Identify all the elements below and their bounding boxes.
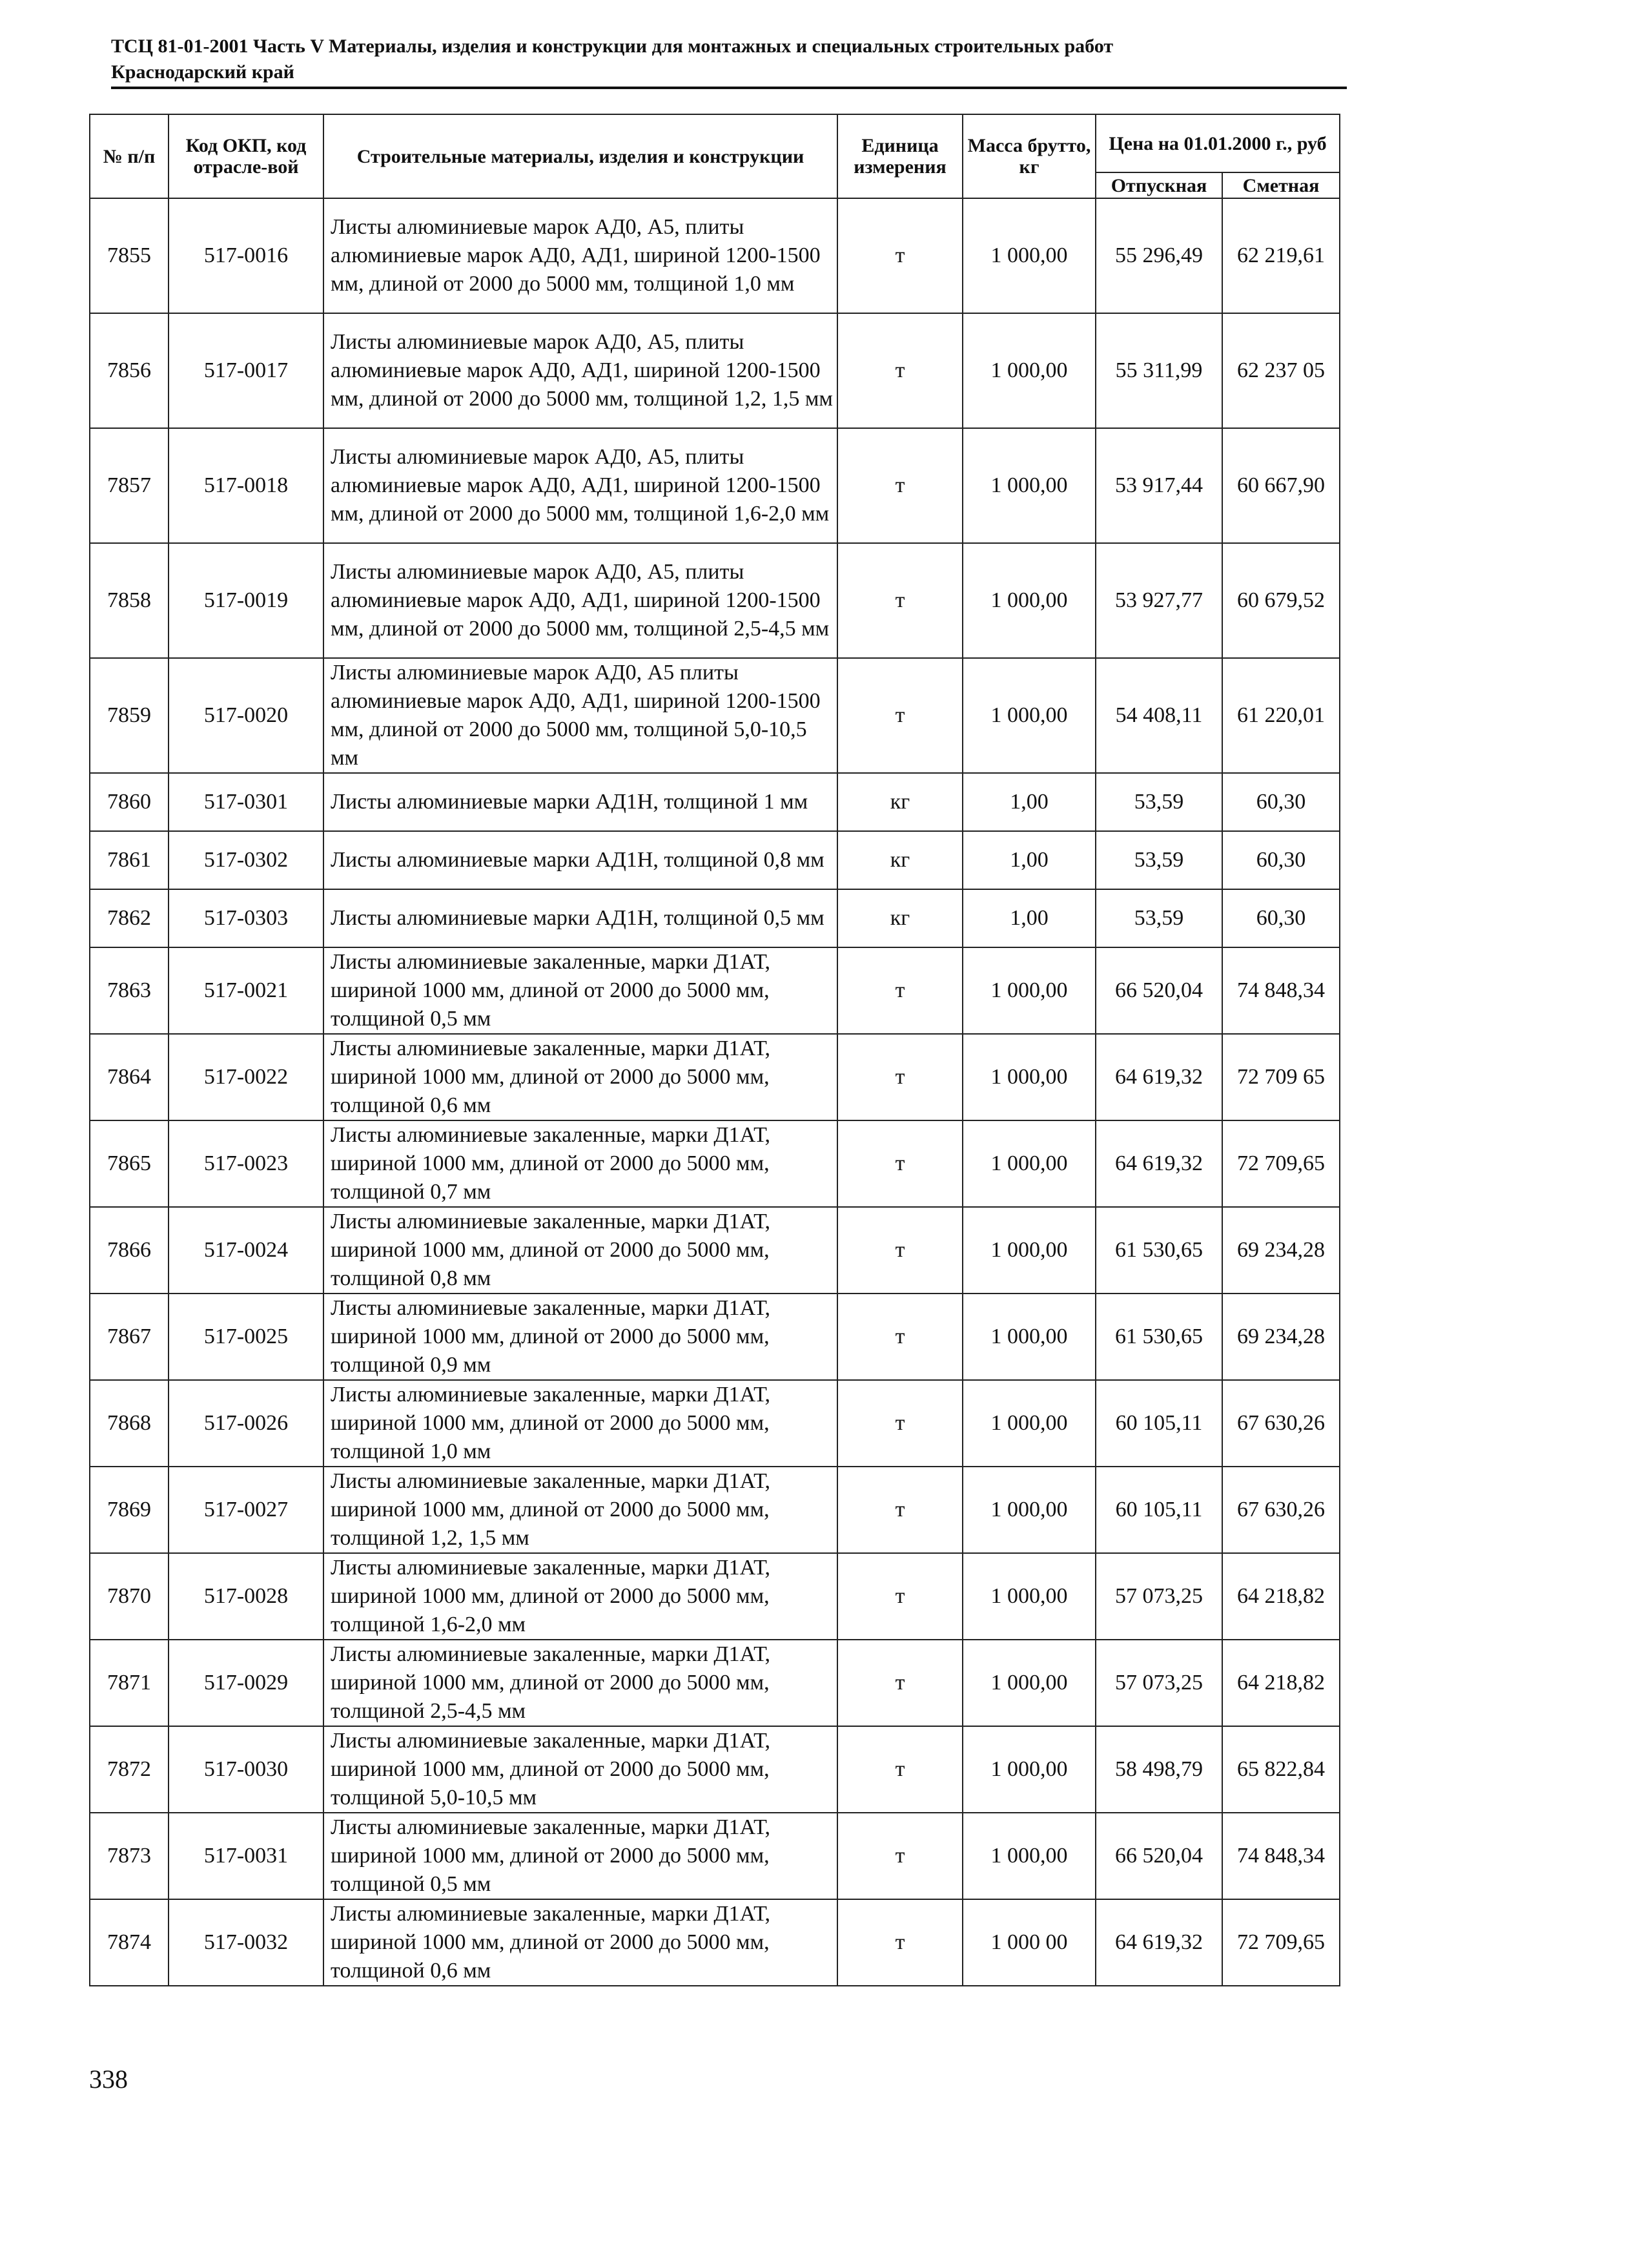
estimate-price: 60,30	[1222, 773, 1340, 831]
table-row	[90, 313, 1340, 428]
mass-cell: 1 000,00	[963, 1553, 1096, 1640]
release-price: 61 530,65	[1096, 1207, 1222, 1294]
row-number: 7857	[90, 428, 169, 543]
table-row	[90, 1207, 1340, 1294]
estimate-price: 67 630,26	[1222, 1467, 1340, 1553]
unit-cell: т	[837, 198, 963, 313]
release-price: 55 311,99	[1096, 313, 1222, 428]
row-number: 7859	[90, 658, 169, 773]
material-name: Листы алюминиевые марки АД1Н, толщиной 0,8 мм	[323, 831, 837, 889]
document-region: Краснодарский край	[111, 61, 294, 83]
table-row	[90, 947, 1340, 1034]
row-number: 7861	[90, 831, 169, 889]
row-number: 7862	[90, 889, 169, 947]
estimate-price: 65 822,84	[1222, 1726, 1340, 1813]
material-name: Листы алюминиевые марок АД0, А5, плиты алюминиевые марок АД0, АД1, шириной 1200-1500 мм, длиной от 2000 до 5000 мм, толщиной 1,2, 1,5 мм	[323, 313, 837, 428]
release-price: 61 530,65	[1096, 1294, 1222, 1380]
release-price: 57 073,25	[1096, 1640, 1222, 1726]
okp-code: 517-0025	[169, 1294, 323, 1380]
estimate-price: 61 220,01	[1222, 658, 1340, 773]
mass-cell: 1 000,00	[963, 198, 1096, 313]
material-name: Листы алюминиевые закаленные, марки Д1АТ, шириной 1000 мм, длиной от 2000 до 5000 мм, толщиной 1,2, 1,5 мм	[323, 1467, 837, 1553]
okp-code: 517-0021	[169, 947, 323, 1034]
table-row	[90, 1726, 1340, 1813]
unit-cell: т	[837, 1467, 963, 1553]
release-price: 66 520,04	[1096, 1813, 1222, 1899]
okp-code: 517-0022	[169, 1034, 323, 1120]
estimate-price: 62 219,61	[1222, 198, 1340, 313]
row-number: 7873	[90, 1813, 169, 1899]
table-row	[90, 1120, 1340, 1207]
material-name: Листы алюминиевые закаленные, марки Д1АТ, шириной 1000 мм, длиной от 2000 до 5000 мм, толщиной 1,6-2,0 мм	[323, 1553, 837, 1640]
table-header-row	[90, 114, 1340, 172]
price-table	[89, 114, 1340, 1986]
unit-cell: т	[837, 1380, 963, 1467]
table-row	[90, 889, 1340, 947]
release-price: 60 105,11	[1096, 1380, 1222, 1467]
table-row	[90, 1034, 1340, 1120]
okp-code: 517-0017	[169, 313, 323, 428]
estimate-price: 64 218,82	[1222, 1553, 1340, 1640]
table-row	[90, 198, 1340, 313]
row-number: 7855	[90, 198, 169, 313]
material-name: Листы алюминиевые марок АД0, А5, плиты алюминиевые марок АД0, АД1, шириной 1200-1500 мм, длиной от 2000 до 5000 мм, толщиной 2,5-4,5 мм	[323, 543, 837, 658]
material-name: Листы алюминиевые закаленные, марки Д1АТ, шириной 1000 мм, длиной от 2000 до 5000 мм, толщиной 0,7 мм	[323, 1120, 837, 1207]
col-unit-header: Единица измерения	[837, 114, 963, 198]
unit-cell: т	[837, 543, 963, 658]
unit-cell: т	[837, 658, 963, 773]
col-mass-header: Масса брутто, кг	[963, 114, 1096, 198]
mass-cell: 1,00	[963, 831, 1096, 889]
row-number: 7874	[90, 1899, 169, 1986]
unit-cell: т	[837, 1813, 963, 1899]
material-name: Листы алюминиевые закаленные, марки Д1АТ, шириной 1000 мм, длиной от 2000 до 5000 мм, толщиной 0,5 мм	[323, 1813, 837, 1899]
material-name: Листы алюминиевые закаленные, марки Д1АТ, шириной 1000 мм, длиной от 2000 до 5000 мм, толщиной 5,0-10,5 мм	[323, 1726, 837, 1813]
row-number: 7860	[90, 773, 169, 831]
okp-code: 517-0023	[169, 1120, 323, 1207]
col-okp-header: Код ОКП, код отрасле-вой	[169, 114, 323, 198]
material-name: Листы алюминиевые марок АД0, А5, плиты алюминиевые марок АД0, АД1, шириной 1200-1500 мм, длиной от 2000 до 5000 мм, толщиной 1,6-2,0 мм	[323, 428, 837, 543]
col-price-header: Цена на 01.01.2000 г., руб	[1096, 114, 1340, 172]
release-price: 53,59	[1096, 773, 1222, 831]
unit-cell: т	[837, 1034, 963, 1120]
estimate-price: 60 667,90	[1222, 428, 1340, 543]
mass-cell: 1 000,00	[963, 1813, 1096, 1899]
material-name: Листы алюминиевые закаленные, марки Д1АТ, шириной 1000 мм, длиной от 2000 до 5000 мм, толщиной 0,6 мм	[323, 1899, 837, 1986]
okp-code: 517-0028	[169, 1553, 323, 1640]
unit-cell: т	[837, 1899, 963, 1986]
mass-cell: 1 000 00	[963, 1899, 1096, 1986]
row-number: 7868	[90, 1380, 169, 1467]
mass-cell: 1 000,00	[963, 543, 1096, 658]
mass-cell: 1 000,00	[963, 1034, 1096, 1120]
estimate-price: 60,30	[1222, 889, 1340, 947]
estimate-price: 72 709,65	[1222, 1120, 1340, 1207]
release-price: 53 927,77	[1096, 543, 1222, 658]
material-name: Листы алюминиевые закаленные, марки Д1АТ, шириной 1000 мм, длиной от 2000 до 5000 мм, толщиной 2,5-4,5 мм	[323, 1640, 837, 1726]
table-row	[90, 543, 1340, 658]
unit-cell: т	[837, 428, 963, 543]
release-price: 64 619,32	[1096, 1899, 1222, 1986]
col-estimate-header: Сметная	[1222, 172, 1340, 198]
table-row	[90, 1640, 1340, 1726]
table-row	[90, 1294, 1340, 1380]
release-price: 53,59	[1096, 831, 1222, 889]
estimate-price: 67 630,26	[1222, 1380, 1340, 1467]
row-number: 7865	[90, 1120, 169, 1207]
okp-code: 517-0016	[169, 198, 323, 313]
unit-cell: кг	[837, 889, 963, 947]
release-price: 66 520,04	[1096, 947, 1222, 1034]
estimate-price: 62 237 05	[1222, 313, 1340, 428]
mass-cell: 1,00	[963, 773, 1096, 831]
col-num-header: № п/п	[90, 114, 169, 198]
mass-cell: 1 000,00	[963, 1207, 1096, 1294]
mass-cell: 1 000,00	[963, 1640, 1096, 1726]
release-price: 64 619,32	[1096, 1120, 1222, 1207]
release-price: 60 105,11	[1096, 1467, 1222, 1553]
mass-cell: 1,00	[963, 889, 1096, 947]
release-price: 57 073,25	[1096, 1553, 1222, 1640]
unit-cell: т	[837, 313, 963, 428]
mass-cell: 1 000,00	[963, 1120, 1096, 1207]
unit-cell: т	[837, 1207, 963, 1294]
release-price: 58 498,79	[1096, 1726, 1222, 1813]
okp-code: 517-0029	[169, 1640, 323, 1726]
table-body	[90, 198, 1340, 1986]
table-row	[90, 1467, 1340, 1553]
estimate-price: 72 709,65	[1222, 1899, 1340, 1986]
row-number: 7866	[90, 1207, 169, 1294]
header-rule	[111, 87, 1347, 89]
material-name: Листы алюминиевые марок АД0, А5 плиты алюминиевые марок АД0, АД1, шириной 1200-1500 мм, длиной от 2000 до 5000 мм, толщиной 5,0-10,5 мм	[323, 658, 837, 773]
material-name: Листы алюминиевые марок АД0, А5, плиты алюминиевые марок АД0, АД1, шириной 1200-1500 мм, длиной от 2000 до 5000 мм, толщиной 1,0 мм	[323, 198, 837, 313]
material-name: Листы алюминиевые марки АД1Н, толщиной 1 мм	[323, 773, 837, 831]
estimate-price: 60 679,52	[1222, 543, 1340, 658]
table-row	[90, 658, 1340, 773]
material-name: Листы алюминиевые закаленные, марки Д1АТ, шириной 1000 мм, длиной от 2000 до 5000 мм, толщиной 0,5 мм	[323, 947, 837, 1034]
okp-code: 517-0030	[169, 1726, 323, 1813]
okp-code: 517-0026	[169, 1380, 323, 1467]
mass-cell: 1 000,00	[963, 947, 1096, 1034]
row-number: 7863	[90, 947, 169, 1034]
mass-cell: 1 000,00	[963, 1380, 1096, 1467]
table-row	[90, 1813, 1340, 1899]
release-price: 53,59	[1096, 889, 1222, 947]
table-row	[90, 1899, 1340, 1986]
row-number: 7867	[90, 1294, 169, 1380]
col-name-header: Строительные материалы, изделия и конструкции	[323, 114, 837, 198]
mass-cell: 1 000,00	[963, 658, 1096, 773]
row-number: 7858	[90, 543, 169, 658]
okp-code: 517-0024	[169, 1207, 323, 1294]
unit-cell: т	[837, 1553, 963, 1640]
okp-code: 517-0031	[169, 1813, 323, 1899]
page-number: 338	[89, 2065, 128, 2094]
material-name: Листы алюминиевые закаленные, марки Д1АТ, шириной 1000 мм, длиной от 2000 до 5000 мм, толщиной 0,8 мм	[323, 1207, 837, 1294]
estimate-price: 74 848,34	[1222, 1813, 1340, 1899]
table-row	[90, 831, 1340, 889]
row-number: 7870	[90, 1553, 169, 1640]
okp-code: 517-0303	[169, 889, 323, 947]
estimate-price: 69 234,28	[1222, 1294, 1340, 1380]
unit-cell: т	[837, 947, 963, 1034]
mass-cell: 1 000,00	[963, 1726, 1096, 1813]
unit-cell: кг	[837, 773, 963, 831]
table-row	[90, 1553, 1340, 1640]
table-row	[90, 428, 1340, 543]
row-number: 7872	[90, 1726, 169, 1813]
release-price: 54 408,11	[1096, 658, 1222, 773]
estimate-price: 72 709 65	[1222, 1034, 1340, 1120]
material-name: Листы алюминиевые закаленные, марки Д1АТ, шириной 1000 мм, длиной от 2000 до 5000 мм, толщиной 0,9 мм	[323, 1294, 837, 1380]
okp-code: 517-0027	[169, 1467, 323, 1553]
okp-code: 517-0302	[169, 831, 323, 889]
mass-cell: 1 000,00	[963, 1294, 1096, 1380]
unit-cell: т	[837, 1120, 963, 1207]
okp-code: 517-0020	[169, 658, 323, 773]
row-number: 7856	[90, 313, 169, 428]
row-number: 7869	[90, 1467, 169, 1553]
row-number: 7871	[90, 1640, 169, 1726]
okp-code: 517-0018	[169, 428, 323, 543]
estimate-price: 69 234,28	[1222, 1207, 1340, 1294]
okp-code: 517-0019	[169, 543, 323, 658]
release-price: 53 917,44	[1096, 428, 1222, 543]
material-name: Листы алюминиевые закаленные, марки Д1АТ, шириной 1000 мм, длиной от 2000 до 5000 мм, толщиной 0,6 мм	[323, 1034, 837, 1120]
document-header	[111, 34, 1338, 85]
estimate-price: 60,30	[1222, 831, 1340, 889]
unit-cell: т	[837, 1294, 963, 1380]
unit-cell: т	[837, 1640, 963, 1726]
col-release-header: Отпускная	[1096, 172, 1222, 198]
material-name: Листы алюминиевые марки АД1Н, толщиной 0,5 мм	[323, 889, 837, 947]
okp-code: 517-0032	[169, 1899, 323, 1986]
table-row	[90, 1380, 1340, 1467]
release-price: 64 619,32	[1096, 1034, 1222, 1120]
material-name: Листы алюминиевые закаленные, марки Д1АТ, шириной 1000 мм, длиной от 2000 до 5000 мм, толщиной 1,0 мм	[323, 1380, 837, 1467]
mass-cell: 1 000,00	[963, 313, 1096, 428]
document-title: ТСЦ 81-01-2001 Часть V Материалы, изделия и конструкции для монтажных и специальных строительных работ	[111, 36, 1114, 57]
unit-cell: т	[837, 1726, 963, 1813]
unit-cell: кг	[837, 831, 963, 889]
mass-cell: 1 000,00	[963, 428, 1096, 543]
row-number: 7864	[90, 1034, 169, 1120]
release-price: 55 296,49	[1096, 198, 1222, 313]
estimate-price: 64 218,82	[1222, 1640, 1340, 1726]
mass-cell: 1 000,00	[963, 1467, 1096, 1553]
table-row	[90, 773, 1340, 831]
estimate-price: 74 848,34	[1222, 947, 1340, 1034]
okp-code: 517-0301	[169, 773, 323, 831]
